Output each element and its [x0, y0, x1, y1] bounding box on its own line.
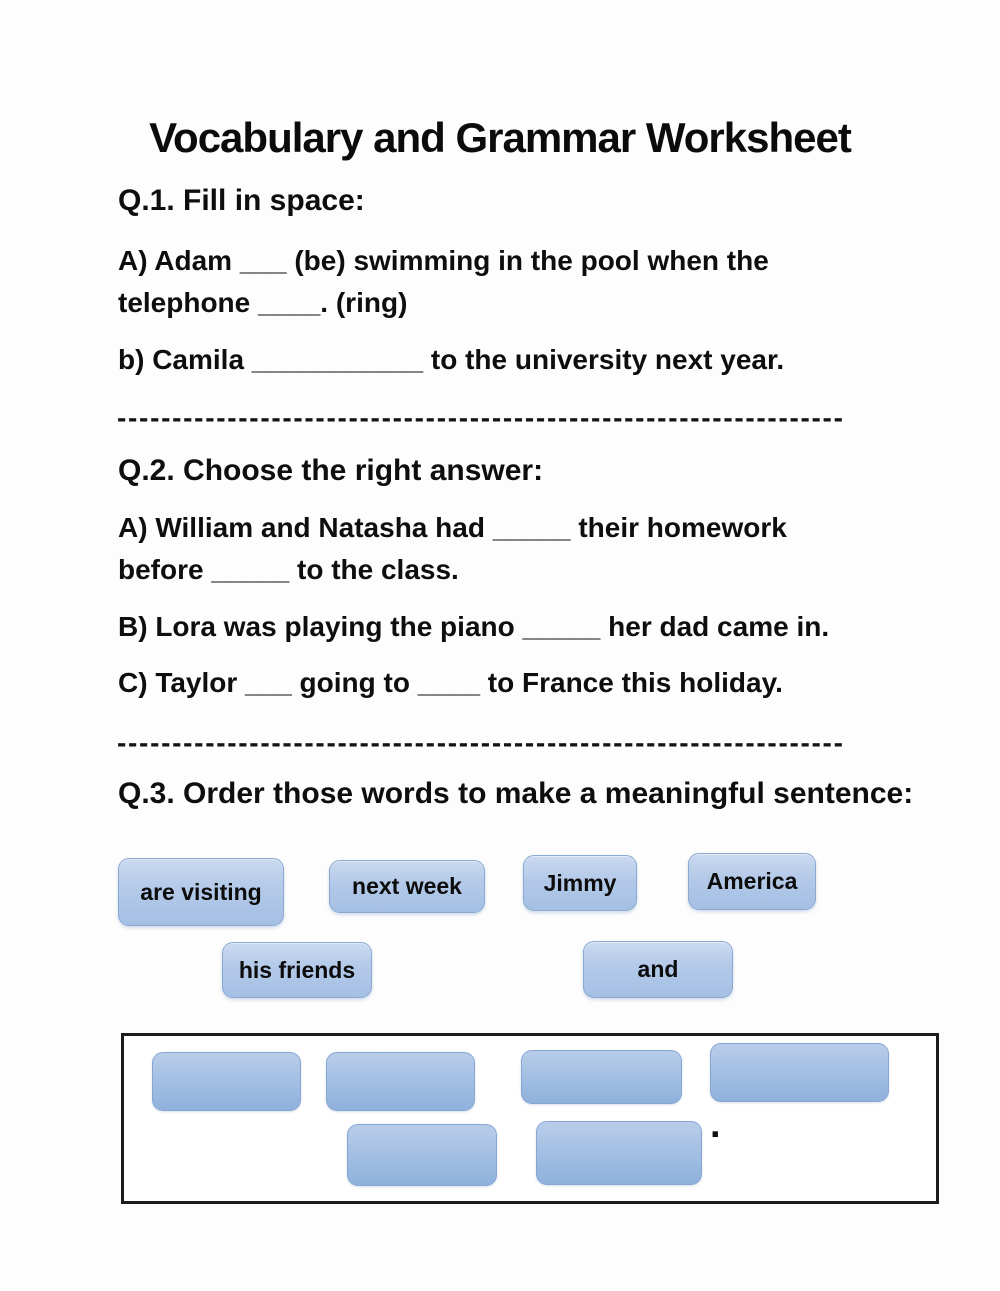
q2-item-b: B) Lora was playing the piano _____ her dad came in.: [118, 611, 830, 642]
q1-item-b: b) Camila ___________ to the university next year.: [118, 344, 785, 375]
answer-slot-3[interactable]: [521, 1050, 682, 1104]
word-chip-america[interactable]: America: [688, 853, 816, 910]
answer-slot-5[interactable]: [347, 1124, 497, 1186]
sentence-period: .: [710, 1104, 721, 1146]
word-chip-and[interactable]: and: [583, 941, 733, 998]
answer-slot-4[interactable]: [710, 1043, 889, 1102]
word-chip-his-friends[interactable]: his friends: [222, 942, 372, 998]
dashed-separator-2: ------------------------------------------------------------------: [117, 729, 845, 757]
q1-item-a-line1: A) Adam ___ (be) swimming in the pool when the: [118, 245, 769, 276]
q2-item-a-line2: before _____ to the class.: [118, 554, 459, 585]
word-chip-next-week[interactable]: next week: [329, 860, 485, 913]
page-title: Vocabulary and Grammar Worksheet: [149, 114, 851, 161]
q2-item-c: C) Taylor ___ going to ____ to France this holiday.: [118, 667, 783, 698]
answer-slot-6[interactable]: [536, 1121, 702, 1185]
q1-item-a-line2: telephone ____. (ring): [118, 287, 408, 318]
q2-heading: Q.2. Choose the right answer:: [118, 454, 544, 487]
q3-heading: Q.3. Order those words to make a meaningful sentence:: [118, 777, 914, 810]
q2-item-a-line1: A) William and Natasha had _____ their homework: [118, 512, 787, 543]
answer-slot-2[interactable]: [326, 1052, 475, 1111]
word-chip-are-visiting[interactable]: are visiting: [118, 858, 284, 926]
q1-heading: Q.1. Fill in space:: [118, 184, 365, 217]
dashed-separator-1: ------------------------------------------------------------------: [117, 404, 845, 432]
answer-slot-1[interactable]: [152, 1052, 301, 1111]
word-chip-jimmy[interactable]: Jimmy: [523, 855, 637, 911]
